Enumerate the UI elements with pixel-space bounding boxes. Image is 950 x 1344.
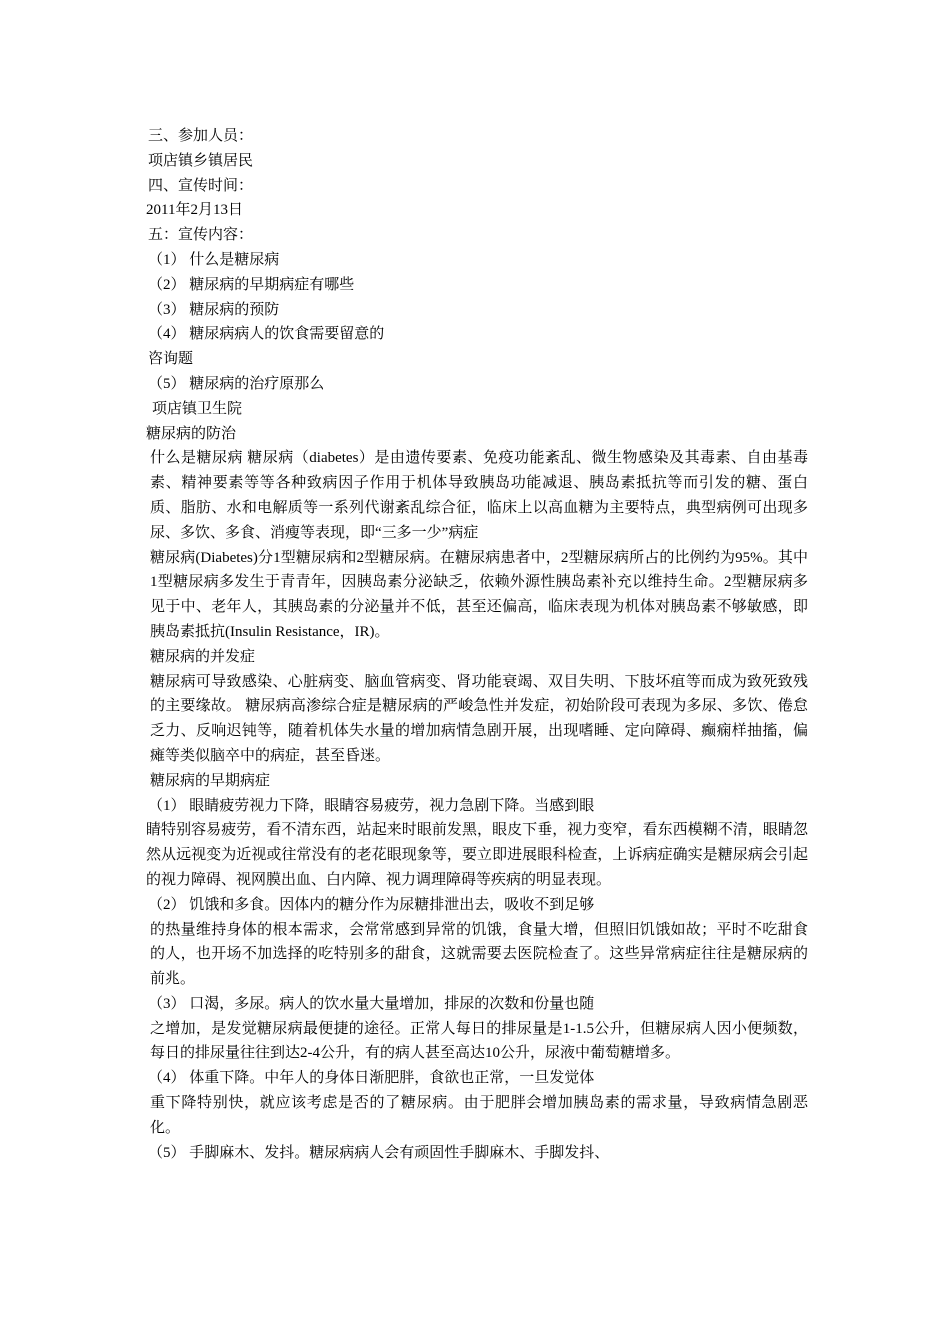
content-item-2: （2） 糖尿病的早期病症有哪些 (148, 276, 355, 293)
symptom-5-title: （5） 手脚麻木、发抖。糖尿病病人会有顽固性手脚麻木、手脚发抖、 (148, 1144, 610, 1161)
heading-complications: 糖尿病的并发症 (150, 648, 256, 665)
article-title: 糖尿病的防治 (146, 425, 237, 442)
section-time-heading: 四、宣传时间： (148, 177, 254, 194)
symptom-1-body: 睛特别容易疲劳，看不清东西，站起来时眼前发黑，眼皮下垂，视力变窄，看东西模糊不清，眼睛忽然从远视变为近视或往常没有的老花眼现象等，要立即进展眼科检查，上诉病症确实是糖尿病会引起的视力障碍、视网膜出血、白内障、视力调理障碍等疾病的明显表现。 (146, 822, 808, 888)
section-participants-heading: 三、参加人员： (148, 128, 254, 144)
content-item-3: （3） 糖尿病的预防 (148, 301, 280, 318)
symptom-2-body: 的热量维持身体的根本需求，会常常感到异常的饥饿，食量大增，但照旧饥饿如故；平时不吃甜食的人，也开场不加选择的吃特别多的甜食，这就需要去医院检查了。这些异常病症往往是糖尿病的前兆。 (150, 921, 808, 988)
paragraph-what-is-diabetes: 什么是糖尿病 糖尿病（diabetes）是由遗传要素、免疫功能紊乱、微生物感染及其毒素、自由基毒素、精神要素等等各种致病因子作用于机体导致胰岛功能减退、胰岛素抵抗等而引发的糖、蛋白质、脂肪、水和电解质等一系列代谢紊乱综合征，临床上以高血糖为主要特点，典型病例可出现多尿、多饮、多食、消瘦等表现，即“三多一少”病症 (150, 450, 808, 541)
symptom-4-title: （4） 体重下降。中年人的身体日渐肥胖，食欲也正常，一旦发觉体 (148, 1070, 595, 1087)
section-content-heading: 五：宣传内容： (148, 227, 254, 244)
participants-text: 项店镇乡镇居民 (148, 152, 254, 169)
symptom-1-title: （1） 眼睛疲劳视力下降，眼睛容易疲劳，视力急剧下降。当感到眼 (148, 797, 595, 814)
content-item-1: （1） 什么是糖尿病 (148, 251, 280, 268)
content-item-4-cont: 咨询题 (148, 351, 194, 368)
organizer: 项店镇卫生院 (152, 400, 243, 417)
time-text: 2011年2月13日 (146, 202, 243, 219)
paragraph-diabetes-types: 糖尿病(Diabetes)分1型糖尿病和2型糖尿病。在糖尿病患者中，2型糖尿病所占的比例约为95%。其中1型糖尿病多发生于青青年，因胰岛素分泌缺乏，依赖外源性胰岛素补充以维持生命。2型糖尿病多见于中、老年人，其胰岛素的分泌量并不低，甚至还偏高，临床表现为机体对胰岛素不够敏感，即胰岛素抵抗(Insulin Resistance，IR)。 (150, 549, 808, 640)
paragraph-complications: 糖尿病可导致感染、心脏病变、脑血管病变、肾功能衰竭、双目失明、下肢坏疽等而成为致死致残的主要缘故。 糖尿病高渗综合症是糖尿病的严峻急性并发症，初始阶段可表现为多尿、多饮、倦怠乏力、反响迟钝等，随着机体失水量的增加病情急剧开展，出现嗜睡、定向障碍、癫痫样抽搐，偏瘫等类似脑卒中的病症，甚至昏迷。 (150, 673, 808, 764)
content-item-5: （5） 糖尿病的治疗原那么 (148, 375, 325, 392)
content-item-4: （4） 糖尿病病人的饮食需要留意的 (148, 326, 385, 343)
symptom-3-title: （3） 口渴，多尿。病人的饮水量大量增加，排尿的次数和份量也随 (148, 995, 595, 1012)
heading-early-symptoms: 糖尿病的早期病症 (150, 772, 271, 789)
symptom-3-body: 之增加，是发觉糖尿病最便捷的途径。正常人每日的排尿量是1-1.5公升，但糖尿病人因小便频数，每日的排尿量往往到达2-4公升，有的病人甚至高达10公升，尿液中葡萄糖增多。 (150, 1020, 808, 1062)
document-page (146, 124, 808, 1165)
symptom-2-title: （2） 饥饿和多食。因体内的糖分作为尿糖排泄出去，吸收不到足够 (148, 896, 595, 913)
symptom-4-body: 重下降特别快，就应该考虑是否的了糖尿病。由于肥胖会增加胰岛素的需求量，导致病情急剧恶化。 (150, 1095, 808, 1136)
